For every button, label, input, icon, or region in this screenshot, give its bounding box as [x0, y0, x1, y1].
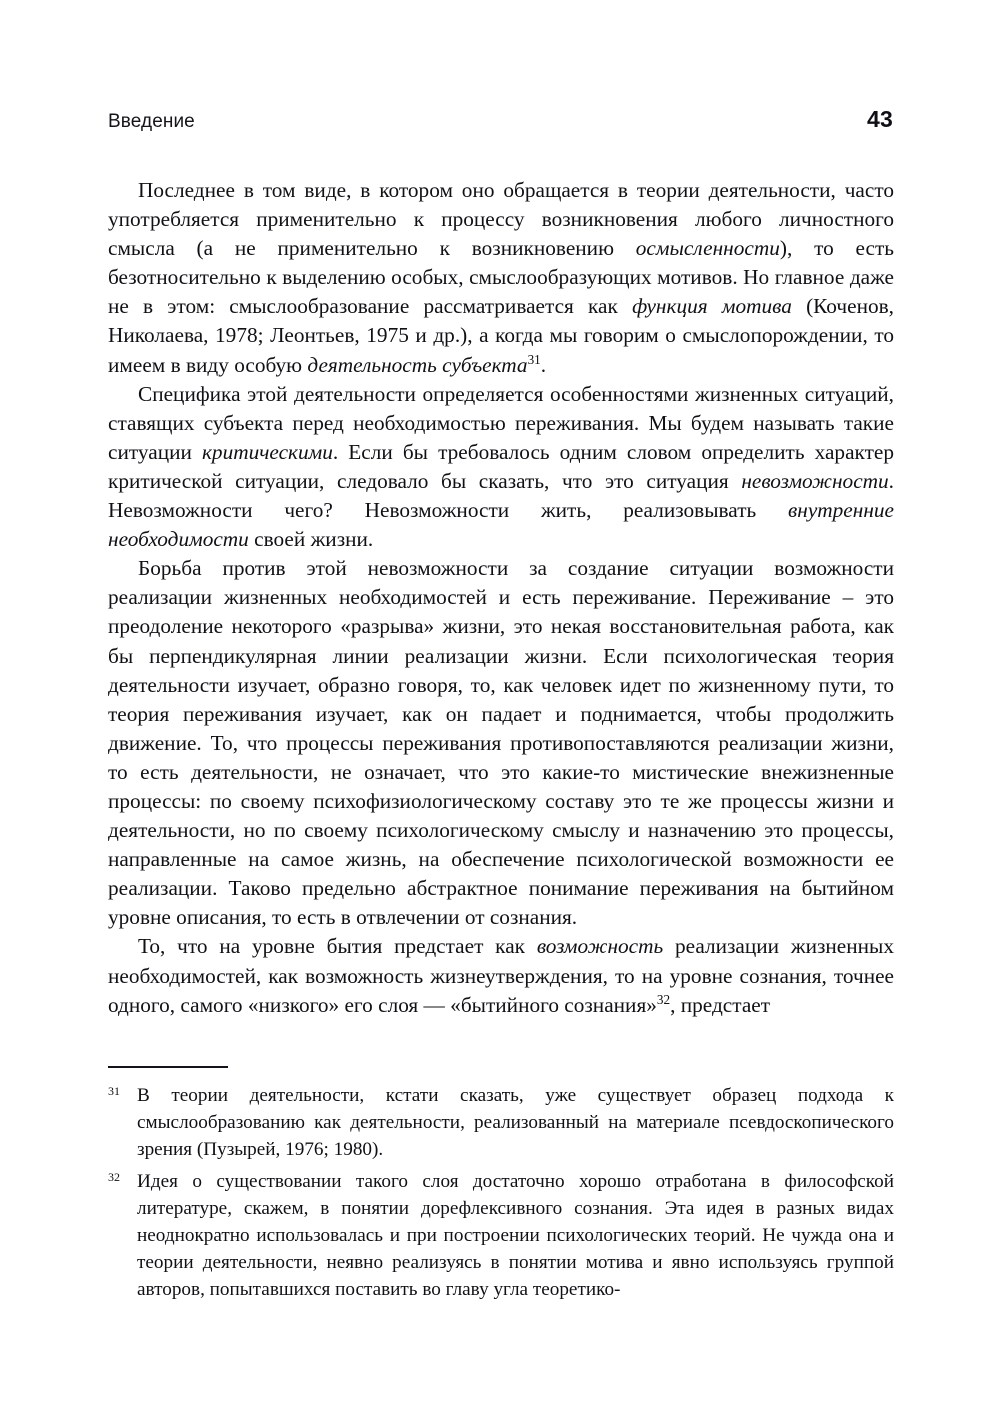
footnote-separator-rule — [108, 1066, 228, 1068]
emphasis-text: функция мотива — [632, 294, 792, 319]
text-run: ), то есть безотносительно к выделению особых, смыслообразующих мотивов. Но главное даже не в этом: смыслообразование рассматривается как — [108, 236, 895, 319]
emphasis-text: деятельность субъекта — [307, 352, 528, 377]
emphasis-text: критическими — [201, 439, 333, 464]
body-text-column — [108, 176, 894, 1020]
text-run: , предстает — [670, 992, 771, 1017]
footnote-entry — [108, 1168, 894, 1304]
text-run: То, что на уровне бытия предстает как — [138, 934, 537, 959]
text-run: . Если бы требовалось одним словом определить характер критической ситуации, следовало бы сказать, что это ситуация — [108, 439, 894, 493]
text-run: Последнее в том виде, в котором оно обращается в теории деятельности, часто употребляется применительно к процессу возникновения любого личностного смысла (а не применительно к возникновению — [108, 178, 894, 261]
footnote-marker: 31 — [108, 1084, 120, 1098]
body-paragraph — [108, 176, 894, 380]
footnote-text: Идея о существовании такого слоя достаточно хорошо отработана в философской литературе, скажем, в понятии дорефлексивного сознания. Эта идея в разных видах неоднократно использовалась и при построении психологических теорий. Не чужда она и теории деятельности, неявно реализуясь в понятии мотива и явно используясь группой авторов, попытавшихся поставить во главу угла теоретико- — [137, 1170, 894, 1301]
text-run: . Невозможности чего? Невозможности жить, реализовывать — [108, 468, 894, 523]
text-run: . — [540, 352, 547, 377]
text-run: Борьба против этой невозможности за создание ситуации возможности реализации жизненных необходимостей и есть переживание. Переживание – это преодоление некоторого «разрыва» жизни, это некая восстановительная работа, как бы перпендикулярная линии реализации жизни. Если психологическая теория деятельности изучает, образно говоря, то, как человек идет по жизненному пути, то теория переживания изучает, как он падает и поднимается, чтобы продолжить движение. То, что процессы переживания противопоставляются реализации жизни, то есть деятельности, не означает, что это какие-то мистические внежизненные процессы: по своему психофизиологическому составу это те же процессы жизни и деятельности, но по своему психологическому смыслу и назначению это процессы, направленные на самое жизнь, на обеспечение психологической возможности ее реализации. Таково предельно абстрактное понимание переживания на бытийном уровне описания, то есть в отвлечении от сознания. — [108, 556, 894, 930]
emphasis-text: внутренние необходимости — [108, 498, 894, 552]
footnote-reference[interactable]: 31 — [527, 351, 541, 367]
footnote-reference[interactable]: 32 — [656, 991, 671, 1007]
emphasis-text: невозможности — [741, 468, 889, 493]
page-number: 43 — [867, 106, 893, 132]
body-paragraph — [108, 380, 894, 555]
emphasis-text: осмысленности — [635, 236, 780, 261]
running-head-title: Введение — [108, 111, 195, 132]
text-run: (Коченов, Николаева, 1978; Леонтьев, 1975 и др.), а когда мы говорим о смыслопорождении, то имеем в виду особую — [108, 294, 894, 377]
emphasis-text: возможность — [536, 934, 664, 959]
running-head — [108, 106, 893, 132]
footnotes-section — [108, 1066, 894, 1308]
footnote-marker: 32 — [108, 1169, 120, 1184]
footnote-text: В теории деятельности, кстати сказать, уже существует образец подхода к смыслообразованию как деятельности, реализованный на материале псевдоскопического зрения (Пузырей, 1976; 1980). — [137, 1085, 894, 1161]
text-run: своей жизни. — [248, 527, 374, 552]
body-paragraph — [108, 932, 894, 1019]
footnote-entry — [108, 1082, 894, 1164]
text-run: реализации жизненных необходимостей, как возможность жизнеутверждения, то на уровне сознания, точнее одного, самого «низкого» его слоя — «бытийного сознания» — [108, 934, 894, 1017]
text-run: Специфика этой деятельности определяется особенностями жизненных ситуаций, ставящих субъекта перед необходимостью переживания. Мы будем называть такие ситуации — [108, 381, 894, 464]
body-paragraph — [108, 554, 894, 932]
